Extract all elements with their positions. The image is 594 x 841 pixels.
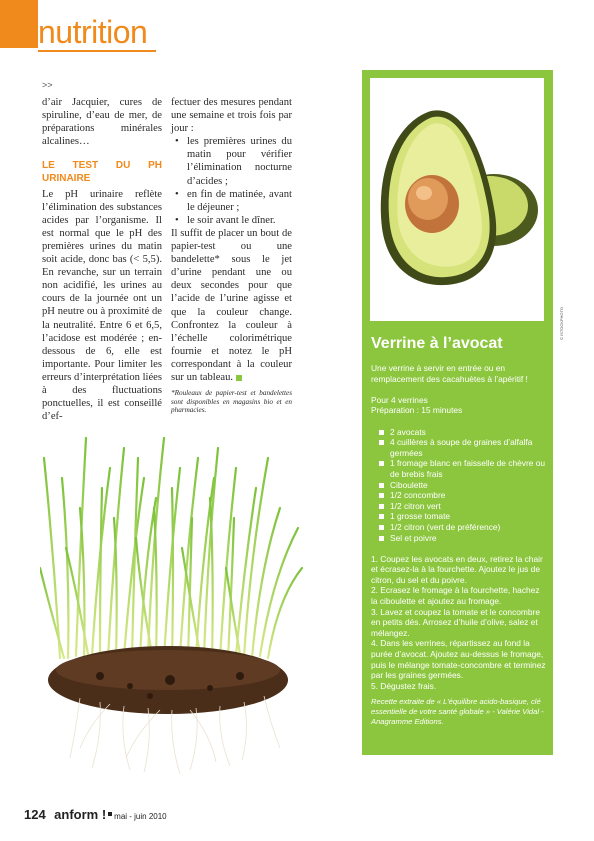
ingredient-item: 1/2 concombre <box>379 490 547 501</box>
header-color-tab <box>0 0 38 48</box>
ingredient-item: 1/2 citron vert <box>379 501 547 512</box>
column-1-body: Le pH urinaire reflète l’élimination des substances acides par l’organisme. Il est normal que le pH des premières urines du matin soit acide, donc bas (< 5,5). En revanche, sur un terrain non acidifié, les urines au cours de la journée ont un pH neutre ou à proximité de la neutralité. Entre 6 et 6,5, l’acidose est modérée ; en-dessous de 6, elle est importante. Pour limiter les erreurs d’interprétation liées à des fluctuations ponctuelles, il est conseillé d’ef- <box>42 188 163 423</box>
recipe-meta <box>371 395 547 416</box>
recipe-step: 1. Coupez les avocats en deux, retirez la chair et écrasez-la à la fourchette. Ajoutez le jus de citron, du sel et du poivre. <box>371 553 543 585</box>
subheading: LE TEST DU PH URINAIRE <box>42 160 162 185</box>
magazine-name: anform ! <box>54 807 107 822</box>
list-item: • le soir avant le dîner. <box>171 214 292 227</box>
column-1-intro: d’air Jacquier, cures de spiruline, d’eau de mer, de préparations minérales alcalines… <box>42 97 162 148</box>
recipe-prep-time: Préparation : 15 minutes <box>371 405 463 416</box>
article-column-2 <box>171 96 292 415</box>
ingredient-item: 2 avocats <box>379 427 547 438</box>
recipe-step: 3. Lavez et coupez la tomate et le concombre en petits dés. Arrosez d’huile d’olive, salez et mélangez. <box>371 606 540 638</box>
avocado-illustration <box>370 78 544 321</box>
recipe-box <box>362 70 553 755</box>
recipe-steps <box>371 554 547 692</box>
end-of-article-mark <box>236 375 242 381</box>
ingredient-item: Sel et poivre <box>379 533 547 544</box>
title-underline <box>38 50 156 52</box>
recipe-body <box>371 363 547 737</box>
recipe-step: 4. Dans les verrines, répartissez au fond la purée d’avocat. Ajoutez au-dessus le fromage, puis le mélange tomate-concombre et terminez par les graines germées. <box>371 638 546 681</box>
sprouted-grass-image <box>40 418 310 778</box>
issue-date: mai - juin 2010 <box>114 812 167 821</box>
page-number: 124 <box>24 807 46 822</box>
ingredient-item: 1 fromage blanc en faisselle de chèvre ou de brebis frais <box>379 458 547 479</box>
recipe-step: 2. Ecrasez le fromage à la fourchette, hachez la ciboulette et ajoutez au fromage. <box>371 585 540 607</box>
recipe-intro: Une verrine à servir en entrée ou en remplacement des cacahuètes à l’apéritif ! <box>371 363 528 384</box>
list-item: • en fin de matinée, avant le déjeuner ; <box>171 188 292 214</box>
article-column-1 <box>42 96 162 423</box>
photo-credit-text: © ISTOCKPHOTO <box>559 306 564 340</box>
recipe-servings: Pour 4 verrines <box>371 394 428 405</box>
measurement-times-list <box>171 135 292 227</box>
ingredient-item: 1 grosse tomate <box>379 511 547 522</box>
footnote: *Rouleaux de papier-test et bandelettes sont disponibles en magasins bio et en pharmacies. <box>171 389 292 415</box>
avocado-photo <box>370 78 544 321</box>
recipe-step: 5. Dégustez frais. <box>371 680 437 691</box>
photo-credit <box>559 300 565 340</box>
list-item: • les premières urines du matin pour vérifier l’élimination nocturne d’acides ; <box>171 135 292 187</box>
recipe-title: Verrine à l’avocat <box>371 335 503 352</box>
ingredient-item: 1/2 citron (vert de préférence) <box>379 522 547 533</box>
ingredients-list <box>371 427 547 544</box>
section-title: nutrition <box>38 14 148 50</box>
continuation-marker: >> <box>42 80 53 90</box>
ingredient-item: Ciboulette <box>379 480 547 491</box>
column-2-body: Il suffit de placer un bout de papier-test ou une bandelette* sous le jet d’urine pendant une ou deux secondes pour que l’acide de l’urine agisse et que la couleur change. Confrontez la couleur à l’échelle colorimétrique fournie et notez le pH correspondant à la couleur sur un tableau. <box>171 227 292 383</box>
footer-square <box>108 812 112 816</box>
recipe-source: Recette extraite de « L’équilibre acido-basique, clé essentielle de votre santé globale » - Valérie Vidal - Anagramme Editions. <box>371 697 544 726</box>
ingredient-item: 4 cuillères à soupe de graines d’alfalfa germées <box>379 437 547 458</box>
page-footer <box>24 806 167 824</box>
column-2-intro: fectuer des mesures pendant une semaine et trois fois par jour : <box>171 97 292 135</box>
